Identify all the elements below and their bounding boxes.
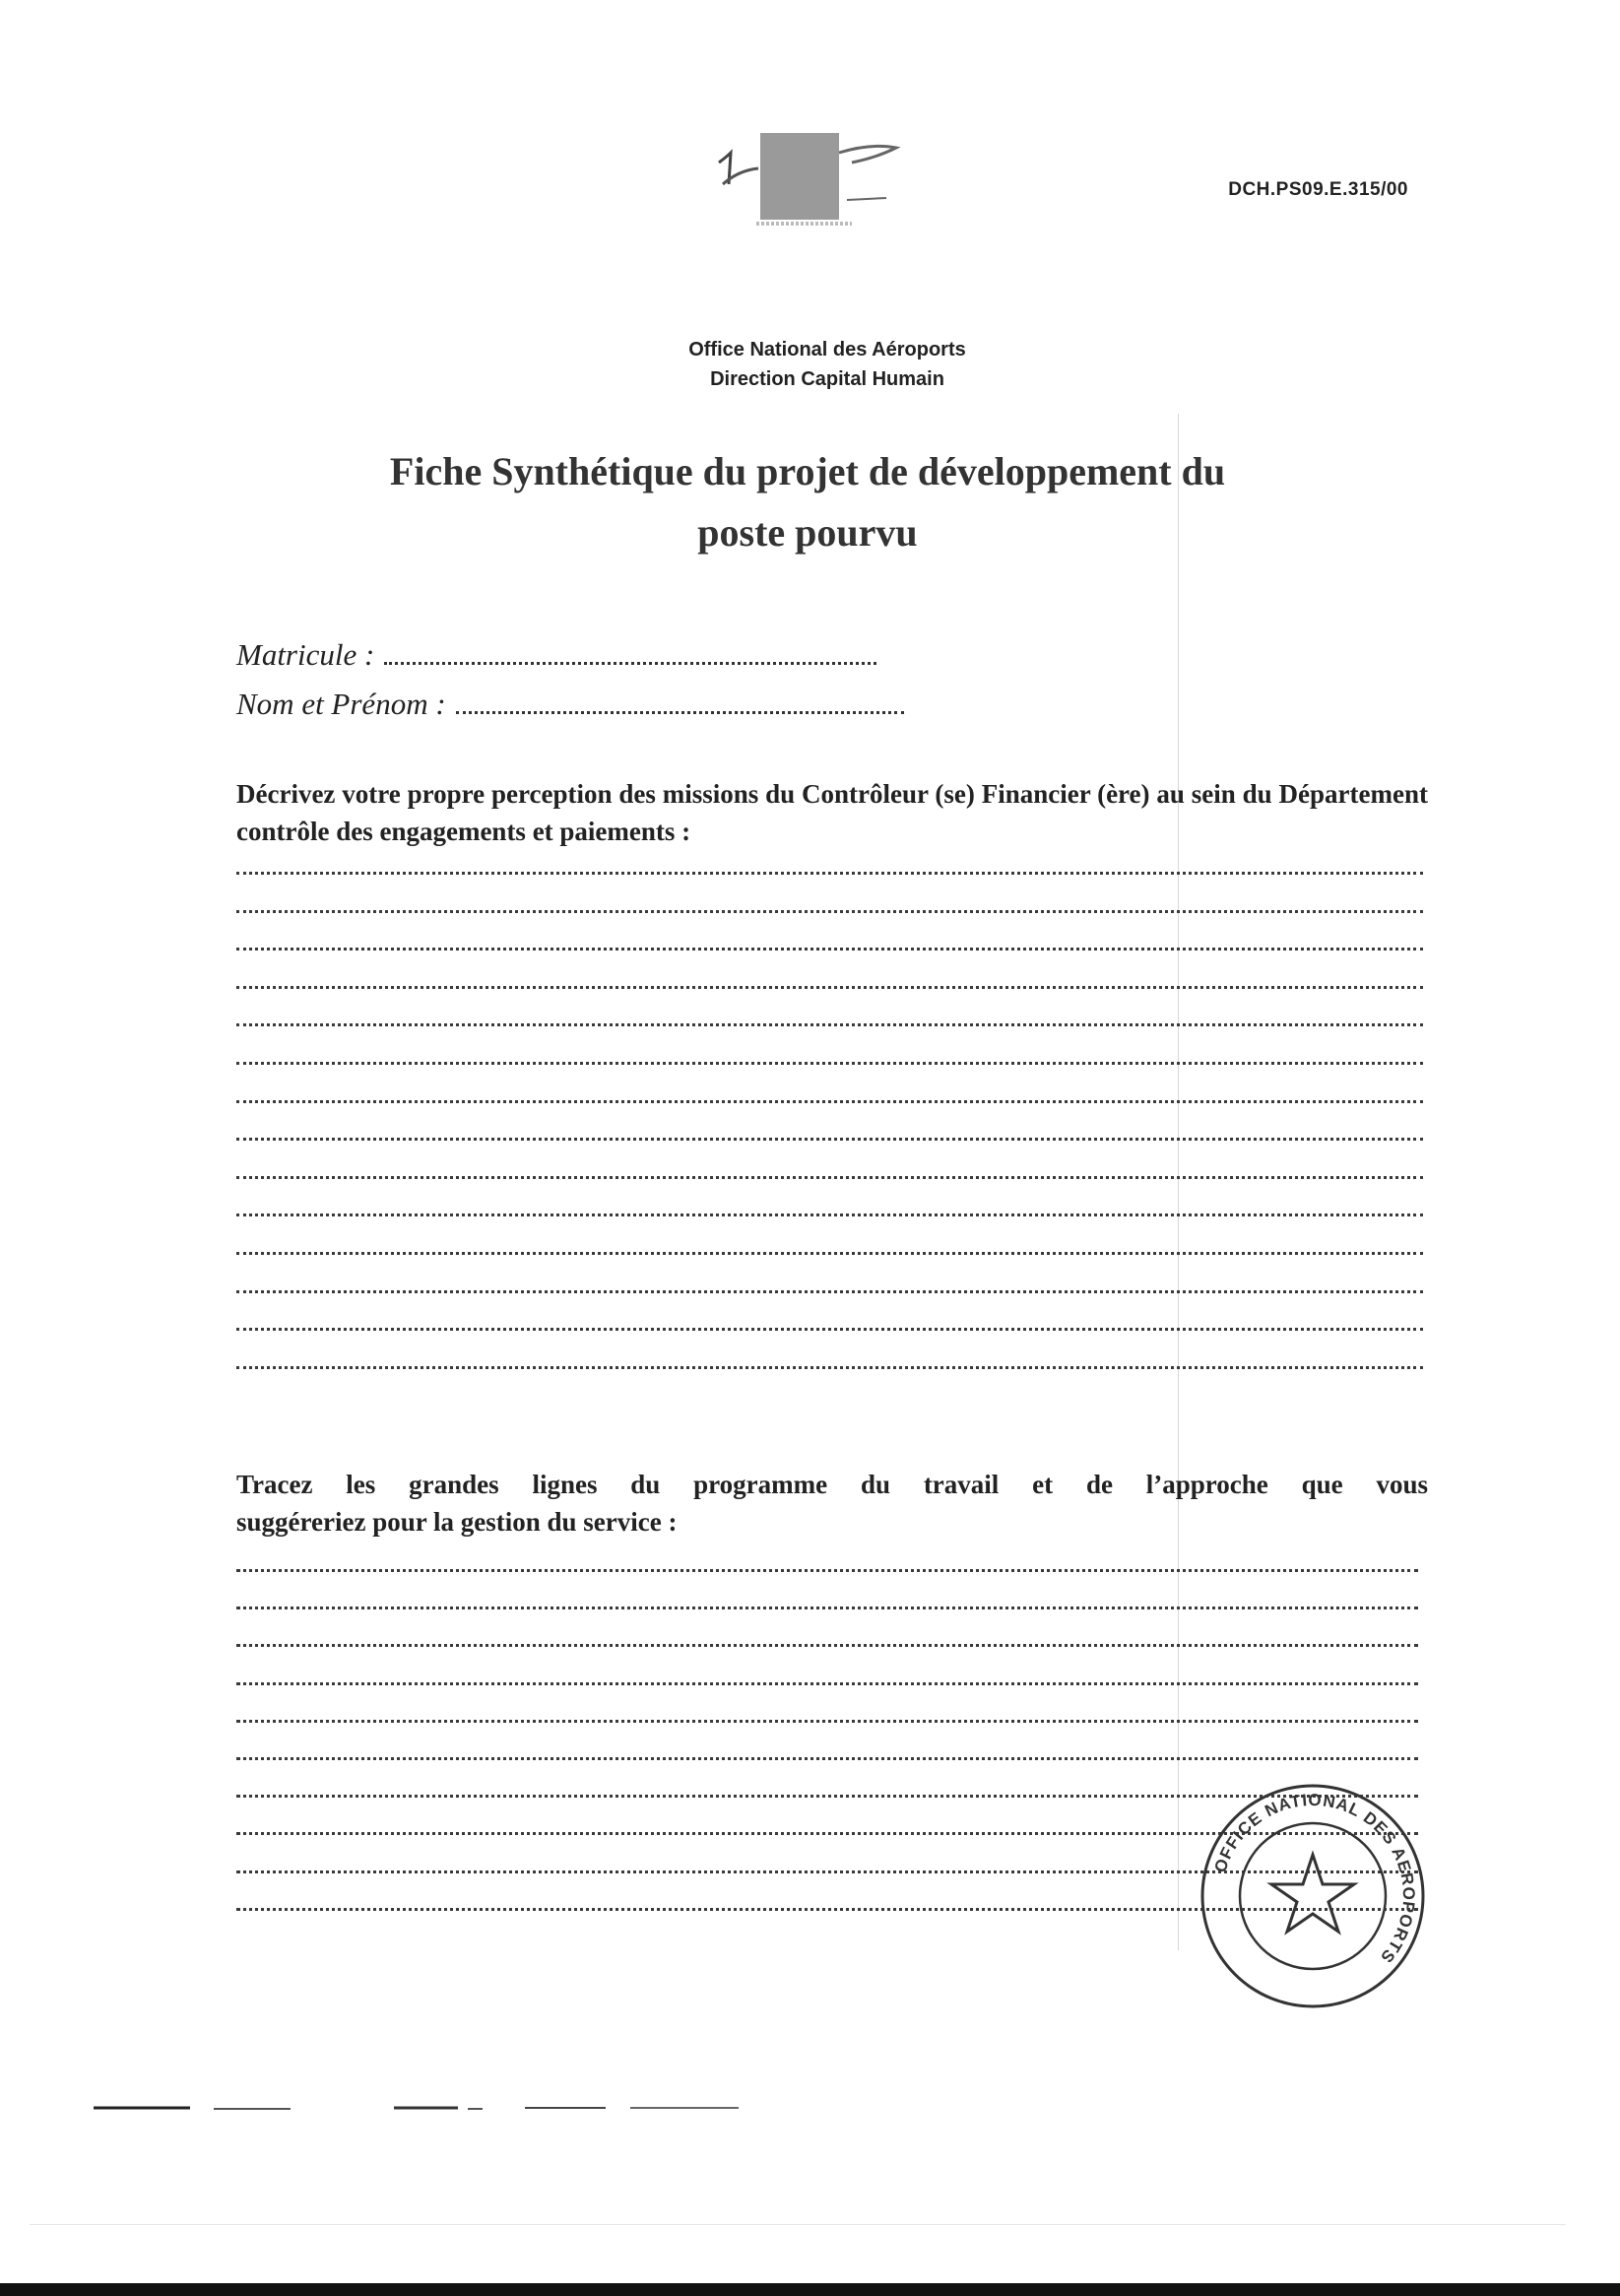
title-line-1: Fiche Synthétique du projet de développement du <box>389 449 1226 493</box>
answer-line[interactable] <box>236 1138 1423 1141</box>
question-1: Décrivez votre propre perception des missions du Contrôleur (se) Financier (ère) au sein du Département contrôle des engagements et paiements : <box>236 779 1428 846</box>
answer-line[interactable] <box>236 948 1423 951</box>
answer-line[interactable] <box>236 1252 1423 1255</box>
matricule-input-line[interactable] <box>384 658 876 665</box>
question-2-line-2: suggéreriez pour la gestion du service : <box>236 1507 678 1537</box>
answer-line[interactable] <box>236 1644 1418 1647</box>
name-label: Nom et Prénom : <box>236 687 446 721</box>
official-stamp <box>1190 1778 1436 2014</box>
answer-line[interactable] <box>236 1176 1423 1179</box>
question-2-line-1: Tracez les grandes lignes du programme du travail et de l’approche que vous <box>236 1470 1428 1499</box>
answer-line[interactable] <box>236 1328 1423 1331</box>
question-2 <box>236 1466 1428 1541</box>
logo-icon <box>709 123 906 241</box>
matricule-label: Matricule : <box>236 637 375 672</box>
stamp-text: OFFICE NATIONAL DES AEROPORTS <box>1210 1790 1419 1967</box>
answer-line[interactable] <box>236 1214 1423 1216</box>
title-line-2: poste pourvu <box>697 510 918 555</box>
answer-line[interactable] <box>236 910 1423 913</box>
scan-bottom-edge <box>0 2283 1620 2296</box>
signature-strokes <box>94 2098 744 2118</box>
matricule-field[interactable] <box>236 637 876 673</box>
document-reference: DCH.PS09.E.315/00 <box>1228 179 1408 200</box>
answer-line[interactable] <box>236 1720 1418 1723</box>
organization-block <box>551 335 1103 394</box>
organization-name: Office National des Aéroports <box>688 339 966 361</box>
answer-line[interactable] <box>236 1100 1423 1103</box>
name-field[interactable] <box>236 687 904 722</box>
department-name: Direction Capital Humain <box>710 368 944 390</box>
answer-line[interactable] <box>236 1366 1423 1369</box>
scan-edge-line <box>30 2224 1566 2225</box>
answer-line[interactable] <box>236 1569 1418 1572</box>
answer-line[interactable] <box>236 986 1423 989</box>
answer-line[interactable] <box>236 1290 1423 1293</box>
answer-line[interactable] <box>236 1062 1423 1065</box>
star-icon <box>1271 1855 1354 1932</box>
answer-line[interactable] <box>236 1757 1418 1760</box>
answer-line[interactable] <box>236 1023 1423 1026</box>
name-input-line[interactable] <box>456 707 904 714</box>
answer-line[interactable] <box>236 1682 1418 1685</box>
page-title <box>197 441 1418 563</box>
answer-line[interactable] <box>236 1607 1418 1609</box>
answer-line[interactable] <box>236 872 1423 875</box>
